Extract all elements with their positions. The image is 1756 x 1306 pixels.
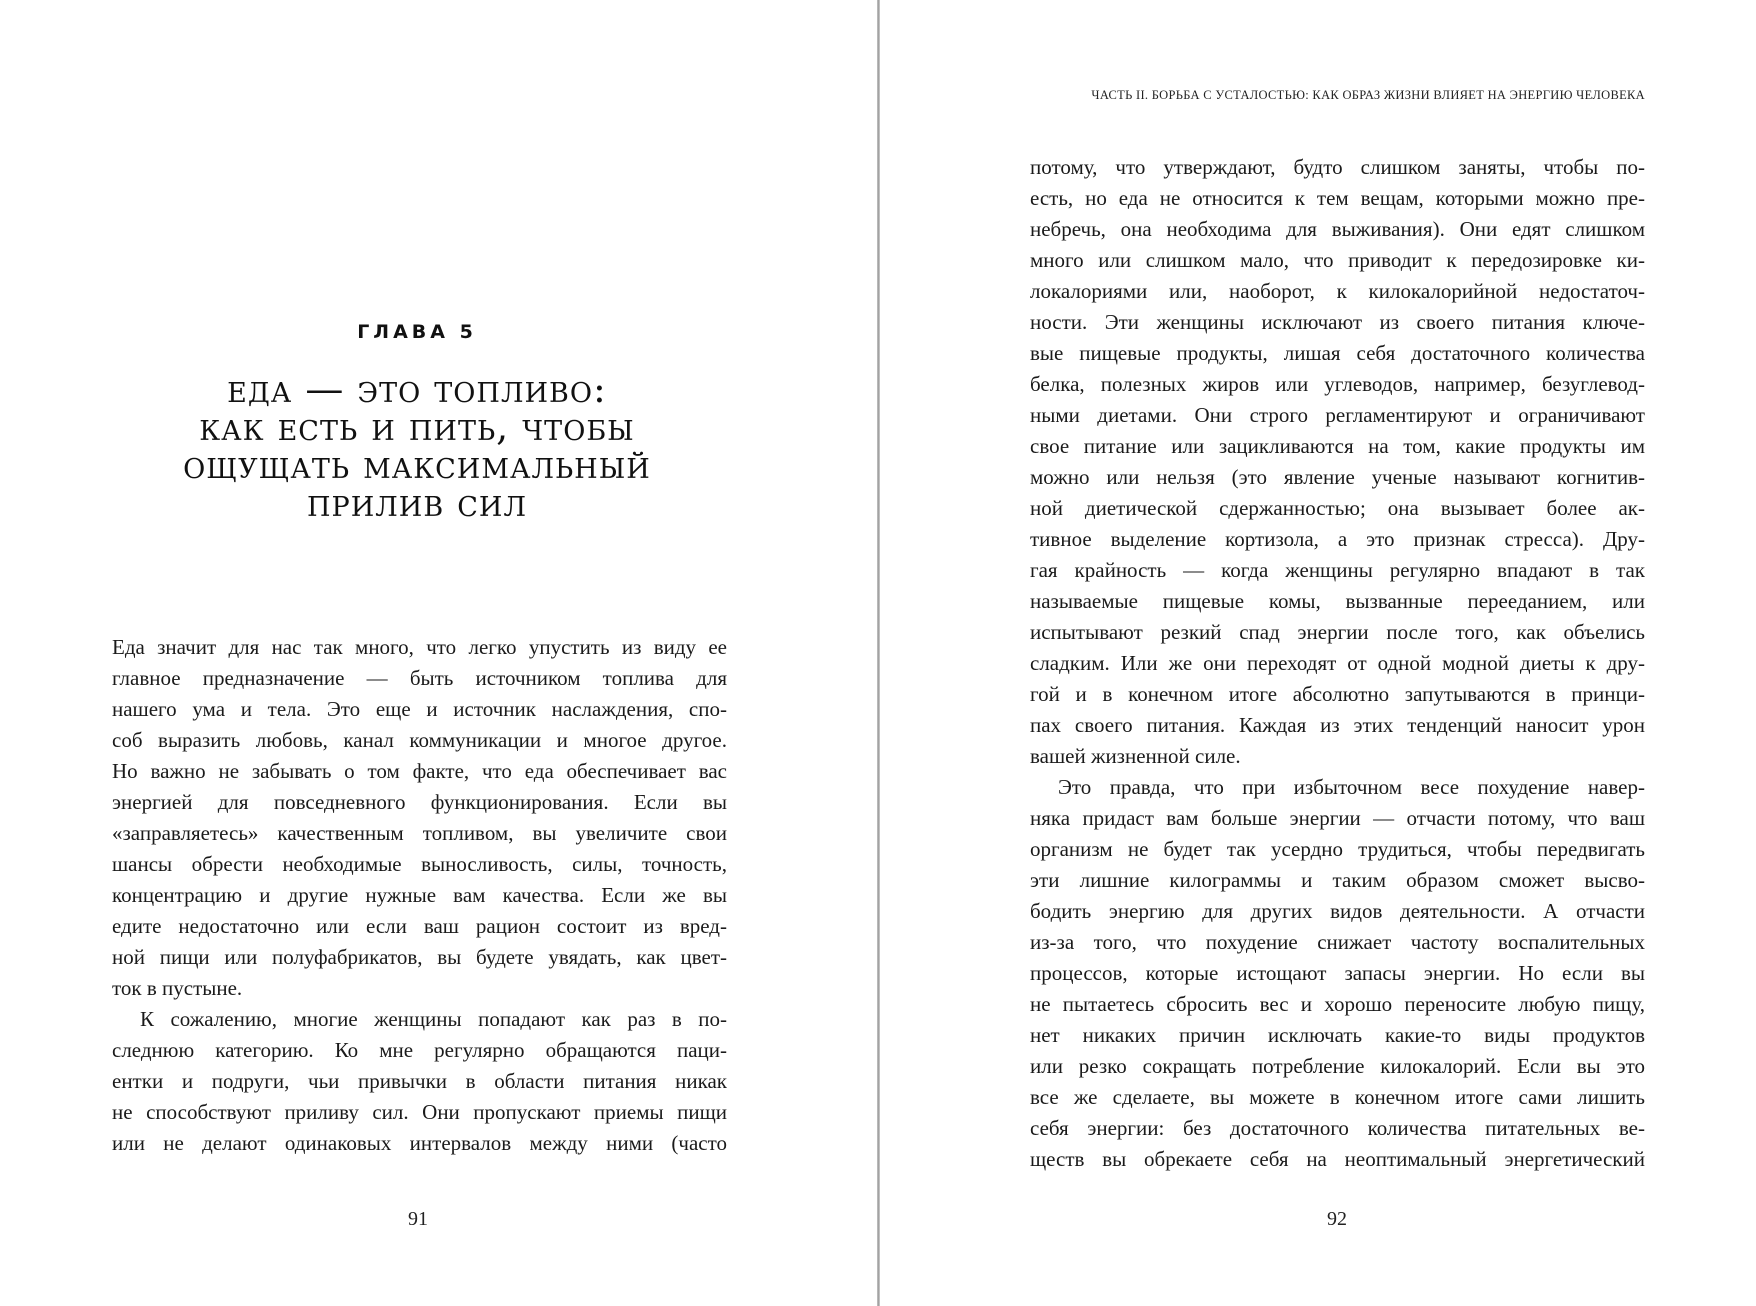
text-line: гая крайность — когда женщины регулярно впадают в так	[1030, 558, 1645, 582]
text-line: можно или нельзя (это явление ученые называют когнитив-	[1030, 465, 1645, 489]
text-line: няка придаст вам больше энергии — отчасти потому, что ваш	[1030, 806, 1645, 830]
chapter-title-line: как есть и пить, чтобы	[199, 405, 635, 449]
text-line: следнюю категорию. Ко мне регулярно обращаются паци-	[112, 1038, 727, 1062]
text-line: или не делают одинаковых интервалов между ними (часто	[112, 1131, 727, 1155]
text-line: небречь, она необходима для выживания). Они едят слишком	[1030, 217, 1645, 241]
chapter-title	[112, 367, 722, 525]
text-line: не пытаетесь сбросить вес и хорошо переносите любую пищу,	[1030, 992, 1645, 1016]
chapter-title-line: еда — это топливо:	[227, 367, 607, 411]
text-line: ной диетической сдержанностью; она вызывает более ак-	[1030, 496, 1645, 520]
text-line: «заправляетесь» качественным топливом, вы увеличите свои	[112, 821, 727, 845]
text-line: Но важно не забывать о том факте, что еда обеспечивает вас	[112, 759, 727, 783]
right-body-text	[1030, 152, 1645, 1175]
text-line: ной пищи или полуфабрикатов, вы будете увядать, как цвет-	[112, 945, 727, 969]
text-line: энергией для повседневного функционирования. Если вы	[112, 790, 727, 814]
text-line: локалориями или, наоборот, к килокалорийной недостаточ-	[1030, 279, 1645, 303]
text-line: белка, полезных жиров или углеводов, например, безуглевод-	[1030, 372, 1645, 396]
text-line: не способствуют приливу сил. Они пропускают приемы пищи	[112, 1100, 727, 1124]
text-line: ществ вы обрекаете себя на неоптимальный энергетический	[1030, 1147, 1645, 1171]
text-line: гой и в конечном итоге абсолютно запутываются в принци-	[1030, 682, 1645, 706]
text-line: много или слишком мало, что приводит к передозировке ки-	[1030, 248, 1645, 272]
text-line: вашей жизненной силе.	[1030, 744, 1241, 768]
text-line: процессов, которые истощают запасы энергии. Но если вы	[1030, 961, 1645, 985]
running-head: ЧАСТЬ II. БОРЬБА С УСТАЛОСТЬЮ: КАК ОБРАЗ ЖИЗНИ ВЛИЯЕТ НА ЭНЕРГИЮ ЧЕЛОВЕКА	[1091, 88, 1645, 102]
chapter-label: ГЛАВА 5	[357, 321, 477, 343]
text-line: Еда значит для нас так много, что легко упустить из виду ее	[112, 635, 727, 659]
right-page	[880, 0, 1756, 1306]
text-line: испытывают резкий спад энергии после того, как объелись	[1030, 620, 1645, 644]
text-line: организм не будет так усердно трудиться, чтобы передвигать	[1030, 837, 1645, 861]
text-line: ентки и подруги, чьи привычки в области питания никак	[112, 1069, 727, 1093]
text-line: все же сделаете, вы можете в конечном итоге сами лишить	[1030, 1085, 1645, 1109]
text-line: едите недостаточно или если ваш рацион состоит из вред-	[112, 914, 727, 938]
text-line: свое питание или зацикливаются на том, какие продукты им	[1030, 434, 1645, 458]
text-line: ными диетами. Они строго регламентируют и ограничивают	[1030, 403, 1645, 427]
chapter-title-line: прилив сил	[307, 481, 527, 525]
left-body-text	[112, 632, 727, 1159]
left-page	[0, 0, 877, 1306]
page-number: 92	[1327, 1208, 1347, 1230]
text-line: пах своего питания. Каждая из этих тенденций наносит урон	[1030, 713, 1645, 737]
text-line: ток в пустыне.	[112, 976, 243, 1000]
text-line: шансы обрести необходимые выносливость, силы, точность,	[112, 852, 727, 876]
chapter-title-line: ощущать максимальный	[183, 443, 651, 487]
text-line: соб выразить любовь, канал коммуникации и многое другое.	[112, 728, 727, 752]
text-line: сладким. Или же они переходят от одной модной диеты к дру-	[1030, 651, 1645, 675]
text-line: есть, но еда не относится к тем вещам, которыми можно пре-	[1030, 186, 1645, 210]
text-line: эти лишние килограммы и таким образом сможет высво-	[1030, 868, 1645, 892]
text-line: бодить энергию для других видов деятельности. А отчасти	[1030, 899, 1645, 923]
text-line: концентрацию и другие нужные вам качества. Если же вы	[112, 883, 727, 907]
text-line: или резко сокращать потребление килокалорий. Если вы это	[1030, 1054, 1645, 1078]
text-line: нашего ума и тела. Это еще и источник наслаждения, спо-	[112, 697, 727, 721]
text-line: из-за того, что похудение снижает частоту воспалительных	[1030, 930, 1645, 954]
text-line: называемые пищевые комы, вызванные перееданием, или	[1030, 589, 1645, 613]
text-line: главное предназначение — быть источником топлива для	[112, 666, 727, 690]
text-line: ности. Эти женщины исключают из своего питания ключе-	[1030, 310, 1645, 334]
text-line: потому, что утверждают, будто слишком заняты, чтобы по-	[1030, 155, 1645, 179]
text-line: Это правда, что при избыточном весе похудение навер-	[1058, 775, 1645, 799]
text-line: вые пищевые продукты, лишая себя достаточного количества	[1030, 341, 1645, 365]
text-line: нет никаких причин исключать какие-то виды продуктов	[1030, 1023, 1645, 1047]
text-line: себя энергии: без достаточного количества питательных ве-	[1030, 1116, 1645, 1140]
page-number: 91	[408, 1208, 428, 1230]
text-line: тивное выделение кортизола, а это признак стресса). Дру-	[1030, 527, 1645, 551]
text-line: К сожалению, многие женщины попадают как раз в по-	[140, 1007, 727, 1031]
